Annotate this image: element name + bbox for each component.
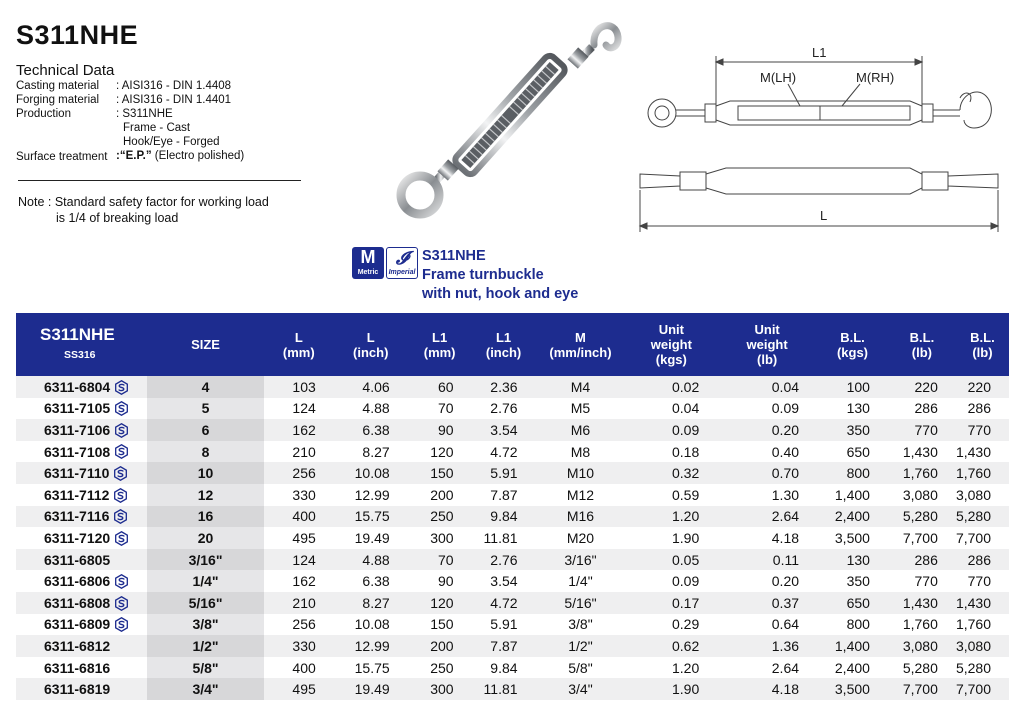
cell-l-mm: 256: [264, 614, 334, 636]
cell-m: 3/8": [536, 614, 626, 636]
imperial-badge-glyph: 𝓘: [395, 248, 409, 268]
cell-l-mm: 124: [264, 398, 334, 420]
cell-w-lb: 0.09: [717, 398, 817, 420]
technical-data-heading: Technical Data: [16, 62, 115, 79]
cell-m: M4: [536, 376, 626, 398]
cell-code: [16, 376, 147, 398]
cell-w-kg: 0.04: [625, 398, 717, 420]
cell-bl-lb2: 286: [956, 398, 1009, 420]
divider: [18, 180, 301, 181]
cell-size: 1/2": [147, 635, 264, 657]
cell-m: 3/16": [536, 549, 626, 571]
cell-l-mm: 162: [264, 419, 334, 441]
cell-bl-lb: 1,430: [888, 441, 956, 463]
cell-m: M16: [536, 506, 626, 528]
cell-m: 1/4": [536, 570, 626, 592]
cell-w-kg: 0.02: [625, 376, 717, 398]
cell-bl-kg: 650: [817, 592, 888, 614]
cell-l-mm: 162: [264, 570, 334, 592]
cell-size: 3/4": [147, 678, 264, 700]
cell-m: 5/16": [536, 592, 626, 614]
spec-label-production: Production: [16, 108, 71, 120]
item-code: 6311-6805: [44, 551, 111, 568]
cell-l-mm: 210: [264, 592, 334, 614]
spec-value-hookeye: Hook/Eye - Forged: [123, 136, 220, 148]
cell-code: [16, 635, 147, 657]
item-code: 6311-6806: [44, 573, 111, 590]
cell-w-lb: 4.18: [717, 678, 817, 700]
cell-m: M6: [536, 419, 626, 441]
cell-bl-lb2: 220: [956, 376, 1009, 398]
cell-l-mm: 103: [264, 376, 334, 398]
cell-m: 1/2": [536, 635, 626, 657]
s-stock-icon: [114, 423, 129, 438]
cell-size: 3/16": [147, 549, 264, 571]
cell-code: [16, 462, 147, 484]
cell-m: M12: [536, 484, 626, 506]
cell-bl-lb2: 1,430: [956, 441, 1009, 463]
s-stock-icon: [114, 380, 129, 395]
cell-bl-kg: 1,400: [817, 635, 888, 657]
dim-l-label: L: [820, 208, 828, 223]
header-col: B.L. (lb): [956, 313, 1009, 376]
cell-w-lb: 0.20: [717, 570, 817, 592]
cell-l-mm: 256: [264, 462, 334, 484]
cell-w-kg: 0.09: [625, 570, 717, 592]
item-code: 6311-7116: [44, 508, 110, 525]
cell-w-lb: 0.37: [717, 592, 817, 614]
metric-badge-letter: M: [360, 247, 376, 267]
item-code: 6311-6819: [44, 681, 111, 698]
cell-bl-lb: 1,760: [888, 614, 956, 636]
table-row: [16, 678, 1009, 700]
cell-w-kg: 1.90: [625, 678, 717, 700]
spec-value-production: : S311NHE: [116, 108, 173, 120]
item-code: 6311-6804: [44, 378, 111, 395]
item-code: 6311-6808: [44, 594, 111, 611]
cell-w-kg: 1.20: [625, 657, 717, 679]
table-header-row: [16, 313, 1009, 376]
cell-l1-in: 3.54: [472, 419, 536, 441]
cell-w-lb: 1.36: [717, 635, 817, 657]
cell-w-kg: 0.05: [625, 549, 717, 571]
cell-l-in: 6.38: [334, 419, 408, 441]
cell-m: M5: [536, 398, 626, 420]
cell-bl-lb2: 1,430: [956, 592, 1009, 614]
item-code: 6311-6816: [44, 659, 111, 676]
cell-l-in: 15.75: [334, 657, 408, 679]
spec-label-forging: Forging material: [16, 94, 100, 106]
cell-w-lb: 2.64: [717, 506, 817, 528]
header-col: M (mm/inch): [536, 313, 626, 376]
item-code: 6311-7105: [44, 400, 111, 417]
cell-l-in: 6.38: [334, 570, 408, 592]
cell-m: M20: [536, 527, 626, 549]
spec-value-casting: : AISI316 - DIN 1.4408: [116, 80, 232, 92]
cell-l1-mm: 70: [408, 549, 472, 571]
cell-l1-in: 4.72: [472, 441, 536, 463]
table-row: [16, 549, 1009, 571]
cell-bl-lb2: 5,280: [956, 506, 1009, 528]
note-line1: Note : Standard safety factor for working load: [18, 195, 269, 209]
cell-bl-lb: 7,700: [888, 678, 956, 700]
cell-code: [16, 398, 147, 420]
cell-size: 12: [147, 484, 264, 506]
cell-bl-kg: 3,500: [817, 527, 888, 549]
spec-value-forging: : AISI316 - DIN 1.4401: [116, 94, 232, 106]
cell-l1-mm: 70: [408, 398, 472, 420]
cell-bl-kg: 3,500: [817, 678, 888, 700]
cell-code: [16, 570, 147, 592]
cell-l-mm: 124: [264, 549, 334, 571]
metric-badge: [352, 247, 384, 279]
table-row: [16, 484, 1009, 506]
cell-bl-kg: 100: [817, 376, 888, 398]
cell-w-lb: 0.40: [717, 441, 817, 463]
cell-m: 3/4": [536, 678, 626, 700]
cell-bl-lb2: 1,760: [956, 462, 1009, 484]
cell-code: [16, 614, 147, 636]
cell-l-in: 8.27: [334, 592, 408, 614]
item-code: 6311-7120: [44, 529, 111, 546]
s-stock-icon: [113, 466, 128, 481]
header-col: Unit weight (lb): [717, 313, 817, 376]
table-row: [16, 398, 1009, 420]
header-col: L (inch): [334, 313, 408, 376]
cell-w-lb: 4.18: [717, 527, 817, 549]
cell-m: 5/8": [536, 657, 626, 679]
spec-value-surface-ep: :“E.P.”: [116, 150, 152, 162]
cell-l-mm: 330: [264, 635, 334, 657]
cell-l1-in: 2.36: [472, 376, 536, 398]
product-line2: Frame turnbuckle: [422, 267, 544, 283]
table-row: [16, 527, 1009, 549]
cell-bl-lb: 1,430: [888, 592, 956, 614]
table-row: [16, 635, 1009, 657]
cell-l-mm: 210: [264, 441, 334, 463]
cell-size: 4: [147, 376, 264, 398]
cell-l-in: 4.88: [334, 398, 408, 420]
cell-w-kg: 1.20: [625, 506, 717, 528]
cell-bl-kg: 350: [817, 570, 888, 592]
cell-l-mm: 495: [264, 527, 334, 549]
cell-size: 3/8": [147, 614, 264, 636]
cell-bl-lb2: 7,700: [956, 527, 1009, 549]
cell-bl-kg: 800: [817, 462, 888, 484]
imperial-badge: [386, 247, 418, 279]
cell-bl-kg: 2,400: [817, 657, 888, 679]
cell-bl-kg: 650: [817, 441, 888, 463]
s-stock-icon: [113, 488, 128, 503]
cell-l1-in: 9.84: [472, 506, 536, 528]
cell-code: [16, 657, 147, 679]
cell-l1-mm: 120: [408, 592, 472, 614]
cell-bl-lb2: 1,760: [956, 614, 1009, 636]
cell-size: 1/4": [147, 570, 264, 592]
cell-l1-mm: 200: [408, 635, 472, 657]
table-row: [16, 592, 1009, 614]
table-row: [16, 462, 1009, 484]
cell-bl-lb2: 5,280: [956, 657, 1009, 679]
cell-l-mm: 330: [264, 484, 334, 506]
header-col: L (mm): [264, 313, 334, 376]
header-col: SIZE: [147, 313, 264, 376]
cell-l1-in: 2.76: [472, 549, 536, 571]
cell-bl-lb: 5,280: [888, 657, 956, 679]
cell-l1-in: 11.81: [472, 527, 536, 549]
cell-code: [16, 484, 147, 506]
cell-code: [16, 419, 147, 441]
cell-w-lb: 0.11: [717, 549, 817, 571]
table-row: [16, 441, 1009, 463]
cell-bl-lb: 770: [888, 570, 956, 592]
cell-l-in: 12.99: [334, 635, 408, 657]
cell-l-mm: 400: [264, 657, 334, 679]
cell-l1-mm: 200: [408, 484, 472, 506]
cell-bl-kg: 2,400: [817, 506, 888, 528]
cell-l1-in: 3.54: [472, 570, 536, 592]
cell-bl-kg: 350: [817, 419, 888, 441]
header-col: Unit weight (kgs): [625, 313, 717, 376]
cell-bl-lb2: 286: [956, 549, 1009, 571]
cell-bl-lb: 5,280: [888, 506, 956, 528]
cell-bl-lb: 770: [888, 419, 956, 441]
cell-size: 5: [147, 398, 264, 420]
cell-l1-in: 7.87: [472, 484, 536, 506]
spec-label-casting: Casting material: [16, 80, 100, 92]
cell-l-mm: 495: [264, 678, 334, 700]
product-photo: [380, 15, 640, 225]
cell-w-lb: 1.30: [717, 484, 817, 506]
product-description: [422, 247, 578, 304]
table-row: [16, 419, 1009, 441]
cell-l-in: 15.75: [334, 506, 408, 528]
cell-l1-mm: 150: [408, 462, 472, 484]
cell-l1-in: 4.72: [472, 592, 536, 614]
header-product: [16, 313, 147, 376]
cell-l1-mm: 300: [408, 678, 472, 700]
cell-bl-lb: 220: [888, 376, 956, 398]
header-material: SS316: [64, 348, 96, 361]
cell-bl-lb2: 3,080: [956, 635, 1009, 657]
cell-size: 6: [147, 419, 264, 441]
spec-label-surface: Surface treatment: [16, 151, 108, 163]
table-row: [16, 614, 1009, 636]
cell-size: 5/8": [147, 657, 264, 679]
cell-bl-lb2: 3,080: [956, 484, 1009, 506]
header-col: L1 (inch): [472, 313, 536, 376]
cell-l1-mm: 150: [408, 614, 472, 636]
table-row: [16, 376, 1009, 398]
cell-code: [16, 441, 147, 463]
cell-w-lb: 0.20: [717, 419, 817, 441]
cell-w-kg: 1.90: [625, 527, 717, 549]
item-code: 6311-7106: [44, 421, 111, 438]
table-row: [16, 570, 1009, 592]
cell-size: 8: [147, 441, 264, 463]
cell-w-kg: 0.17: [625, 592, 717, 614]
cell-l-in: 8.27: [334, 441, 408, 463]
product-line3: with nut, hook and eye: [422, 286, 579, 302]
cell-l1-mm: 300: [408, 527, 472, 549]
cell-bl-lb: 286: [888, 549, 956, 571]
page-title: S311NHE: [16, 20, 139, 50]
cell-bl-lb: 286: [888, 398, 956, 420]
table-row: [16, 506, 1009, 528]
cell-w-lb: 0.04: [717, 376, 817, 398]
cell-w-lb: 2.64: [717, 657, 817, 679]
product-code: S311NHE: [422, 248, 486, 264]
item-code: 6311-6812: [44, 637, 111, 654]
metric-badge-text: Metric: [357, 269, 379, 276]
cell-bl-kg: 1,400: [817, 484, 888, 506]
cell-m: M8: [536, 441, 626, 463]
cell-code: [16, 527, 147, 549]
cell-m: M10: [536, 462, 626, 484]
cell-l1-in: 11.81: [472, 678, 536, 700]
s-stock-icon: [114, 531, 129, 546]
cell-l1-mm: 120: [408, 441, 472, 463]
cell-bl-kg: 130: [817, 398, 888, 420]
note-line2: is 1/4 of breaking load: [56, 211, 179, 225]
cell-bl-kg: 130: [817, 549, 888, 571]
cell-size: 16: [147, 506, 264, 528]
spec-value-frame: Frame - Cast: [123, 122, 191, 134]
cell-code: [16, 592, 147, 614]
cell-bl-lb: 3,080: [888, 484, 956, 506]
header-col: B.L. (kgs): [817, 313, 888, 376]
cell-l1-in: 9.84: [472, 657, 536, 679]
cell-w-kg: 0.32: [625, 462, 717, 484]
s-stock-icon: [114, 444, 129, 459]
cell-l1-in: 5.91: [472, 614, 536, 636]
cell-w-kg: 0.29: [625, 614, 717, 636]
cell-bl-lb: 1,760: [888, 462, 956, 484]
cell-bl-lb: 3,080: [888, 635, 956, 657]
table-row: [16, 657, 1009, 679]
cell-w-kg: 0.62: [625, 635, 717, 657]
technical-drawing: [630, 40, 1010, 235]
cell-bl-lb2: 7,700: [956, 678, 1009, 700]
spec-value-surface: [116, 149, 244, 163]
header-col: B.L. (lb): [888, 313, 956, 376]
dim-l1-label: L1: [812, 45, 827, 60]
dim-mrh-label: M(RH): [856, 70, 895, 85]
cell-bl-lb: 7,700: [888, 527, 956, 549]
item-code: 6311-7110: [44, 465, 110, 482]
item-code: 6311-7112: [44, 486, 110, 503]
cell-l1-mm: 250: [408, 506, 472, 528]
s-stock-icon: [114, 596, 129, 611]
cell-bl-lb2: 770: [956, 570, 1009, 592]
cell-l-in: 4.06: [334, 376, 408, 398]
cell-l1-in: 7.87: [472, 635, 536, 657]
spec-value-surface-desc: (Electro polished): [151, 150, 245, 162]
cell-size: 20: [147, 527, 264, 549]
cell-l1-mm: 250: [408, 657, 472, 679]
cell-code: [16, 549, 147, 571]
dim-mlh-label: M(LH): [760, 70, 797, 85]
cell-w-kg: 0.18: [625, 441, 717, 463]
cell-w-kg: 0.59: [625, 484, 717, 506]
cell-l-in: 10.08: [334, 614, 408, 636]
cell-w-lb: 0.70: [717, 462, 817, 484]
cell-l1-mm: 60: [408, 376, 472, 398]
s-stock-icon: [114, 617, 129, 632]
cell-l-in: 12.99: [334, 484, 408, 506]
cell-code: [16, 506, 147, 528]
s-stock-icon: [114, 401, 129, 416]
cell-l1-in: 2.76: [472, 398, 536, 420]
spec-table: [16, 313, 1009, 700]
cell-size: 5/16": [147, 592, 264, 614]
cell-l1-mm: 90: [408, 570, 472, 592]
imperial-badge-text: Imperial: [388, 269, 416, 276]
s-stock-icon: [114, 574, 129, 589]
item-code: 6311-7108: [44, 443, 111, 460]
header-col: L1 (mm): [408, 313, 472, 376]
cell-bl-lb2: 770: [956, 419, 1009, 441]
cell-bl-kg: 800: [817, 614, 888, 636]
cell-w-kg: 0.09: [625, 419, 717, 441]
cell-l1-mm: 90: [408, 419, 472, 441]
cell-code: [16, 678, 147, 700]
cell-w-lb: 0.64: [717, 614, 817, 636]
cell-l-in: 10.08: [334, 462, 408, 484]
item-code: 6311-6809: [44, 616, 111, 633]
cell-l1-in: 5.91: [472, 462, 536, 484]
cell-l-mm: 400: [264, 506, 334, 528]
cell-l-in: 4.88: [334, 549, 408, 571]
cell-l-in: 19.49: [334, 527, 408, 549]
header-product-name: S311NHE: [40, 324, 115, 344]
cell-size: 10: [147, 462, 264, 484]
s-stock-icon: [113, 509, 128, 524]
cell-l-in: 19.49: [334, 678, 408, 700]
